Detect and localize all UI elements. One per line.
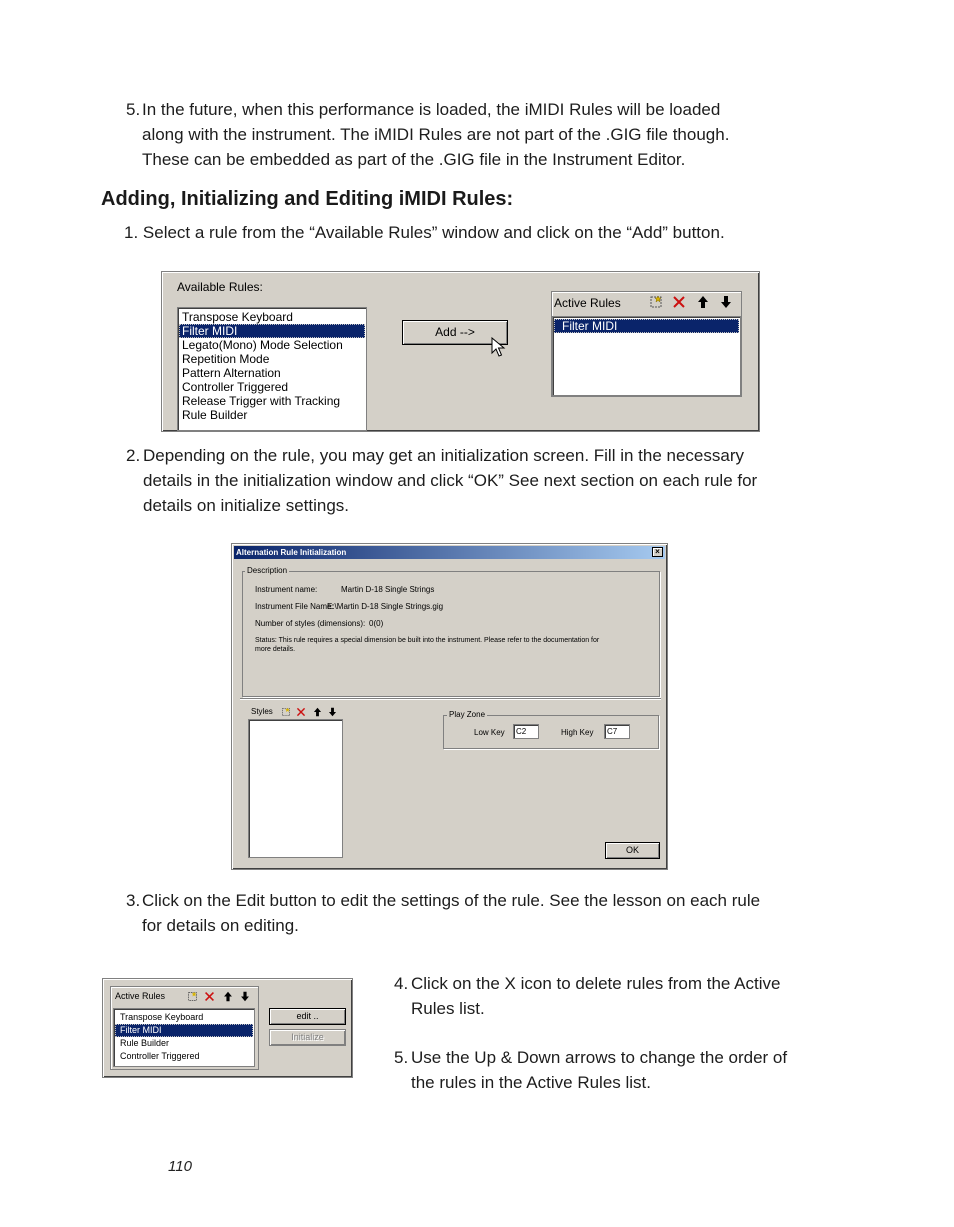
step-1-paragraph — [124, 220, 725, 245]
instrument-file-value: E:\Martin D-18 Single Strings.gig — [327, 602, 444, 611]
step-number: 2. — [126, 446, 141, 465]
step-line: along with the instrument. The iMIDI Rules are not part of the .GIG file though. — [142, 125, 730, 144]
description-groupbox — [242, 566, 660, 697]
delete-x-icon[interactable] — [672, 295, 686, 309]
step-line: Depending on the rule, you may get an initialization screen. Fill in the necessary — [143, 446, 745, 465]
description-label: Description — [247, 566, 288, 575]
step-number: 5. — [394, 1048, 409, 1067]
list-item[interactable]: Transpose Keyboard — [120, 1012, 204, 1022]
instrument-name-value: Martin D-18 Single Strings — [341, 585, 435, 594]
low-key-input[interactable]: C2 — [513, 724, 539, 739]
list-item[interactable]: Transpose Keyboard — [182, 310, 293, 324]
step-line: Rules list. — [411, 999, 485, 1018]
step-line: details in the initialization window and click “OK” See next section on each rule for — [143, 471, 758, 490]
step-line: the rules in the Active Rules list. — [411, 1073, 652, 1092]
play-zone-groupbox — [443, 710, 659, 749]
play-zone-label: Play Zone — [449, 710, 486, 719]
rules-panel-screenshot — [161, 271, 760, 432]
section-heading: Adding, Initializing and Editing iMIDI Rules: — [101, 188, 514, 210]
step-4-paragraph — [394, 971, 780, 1021]
arrow-up-icon[interactable] — [697, 295, 709, 309]
dialog-divider — [240, 698, 661, 700]
styles-label: Styles — [251, 707, 273, 716]
arrow-up-icon[interactable] — [223, 991, 233, 1002]
active-rules-label: Active Rules — [115, 991, 166, 1001]
styles-count-value: 0(0) — [369, 619, 384, 628]
high-key-label: High Key — [561, 728, 594, 737]
active-rules-list[interactable] — [552, 316, 741, 396]
step-number: 3. — [126, 891, 141, 910]
available-rules-list[interactable] — [177, 307, 367, 431]
arrow-down-icon[interactable] — [328, 707, 337, 717]
add-button[interactable]: Add --> — [402, 320, 508, 345]
step-5-paragraph — [126, 97, 729, 172]
dialog-title: Alternation Rule Initialization — [236, 548, 347, 557]
list-item[interactable]: Pattern Alternation — [182, 366, 281, 380]
list-item[interactable]: Rule Builder — [120, 1038, 170, 1048]
high-key-input[interactable]: C7 — [604, 724, 630, 739]
styles-frame — [248, 704, 343, 858]
list-item[interactable]: Rule Builder — [182, 408, 248, 422]
edit-button[interactable]: edit .. — [269, 1008, 346, 1025]
list-item[interactable]: Legato(Mono) Mode Selection — [182, 338, 343, 352]
step-5b-paragraph — [394, 1045, 787, 1095]
step-number: 4. — [394, 974, 409, 993]
mouse-cursor-icon — [491, 337, 507, 359]
arrow-up-icon[interactable] — [313, 707, 322, 717]
list-item[interactable]: Repetition Mode — [182, 352, 270, 366]
step-line: details on initialize settings. — [143, 496, 350, 515]
active-rules-list[interactable] — [113, 1008, 255, 1067]
step-line: These can be embedded as part of the .GIG file in the Instrument Editor. — [142, 150, 686, 169]
active-rules-frame — [551, 291, 742, 397]
initialize-button[interactable]: Initialize — [269, 1029, 346, 1046]
step-3-paragraph — [126, 888, 760, 938]
new-rule-icon[interactable] — [187, 991, 198, 1002]
low-key-label: Low Key — [474, 728, 505, 737]
list-item-selected[interactable]: Filter MIDI — [554, 319, 739, 333]
active-rules-frame — [110, 986, 259, 1070]
step-2-paragraph — [126, 443, 757, 518]
delete-x-icon[interactable] — [296, 707, 306, 717]
new-rule-icon[interactable] — [649, 295, 663, 309]
delete-x-icon[interactable] — [204, 991, 215, 1002]
list-item[interactable]: Controller Triggered — [120, 1051, 200, 1061]
new-style-icon[interactable] — [281, 707, 291, 717]
available-rules-label: Available Rules: — [177, 280, 263, 294]
edit-panel-screenshot — [102, 978, 353, 1078]
step-line: Use the Up & Down arrows to change the order of — [411, 1048, 788, 1067]
active-rules-label: Active Rules — [554, 296, 621, 310]
list-item[interactable]: Release Trigger with Tracking — [182, 394, 341, 408]
ok-button[interactable]: OK — [605, 842, 660, 859]
step-line: Click on the Edit button to edit the settings of the rule. See the lesson on each rule — [142, 891, 761, 910]
dialog-title-bar — [234, 546, 665, 559]
styles-count-label: Number of styles (dimensions): — [255, 619, 366, 628]
arrow-down-icon[interactable] — [240, 991, 250, 1002]
step-line: In the future, when this performance is loaded, the iMIDI Rules will be loaded — [142, 100, 721, 119]
list-item[interactable]: Controller Triggered — [182, 380, 289, 394]
status-text: Status: This rule requires a special dimension be built into the instrument. Please refer to the documentation for — [255, 637, 600, 644]
instrument-file-label: Instrument File Name: — [255, 602, 334, 611]
page-number: 110 — [168, 1158, 192, 1175]
step-line: Click on the X icon to delete rules from the Active — [411, 974, 781, 993]
status-text: more details. — [255, 646, 296, 653]
list-item-selected[interactable]: Filter MIDI — [115, 1024, 253, 1037]
step-number: 5. — [126, 100, 141, 119]
alternation-dialog — [231, 543, 668, 870]
arrow-down-icon[interactable] — [720, 295, 732, 309]
list-item-selected[interactable]: Filter MIDI — [179, 324, 365, 338]
close-icon[interactable]: × — [652, 547, 663, 557]
instrument-name-label: Instrument name: — [255, 585, 318, 594]
styles-list[interactable] — [248, 719, 343, 858]
step-line: 1. Select a rule from the “Available Rules” window and click on the “Add” button. — [124, 223, 725, 242]
step-line: for details on editing. — [142, 916, 299, 935]
